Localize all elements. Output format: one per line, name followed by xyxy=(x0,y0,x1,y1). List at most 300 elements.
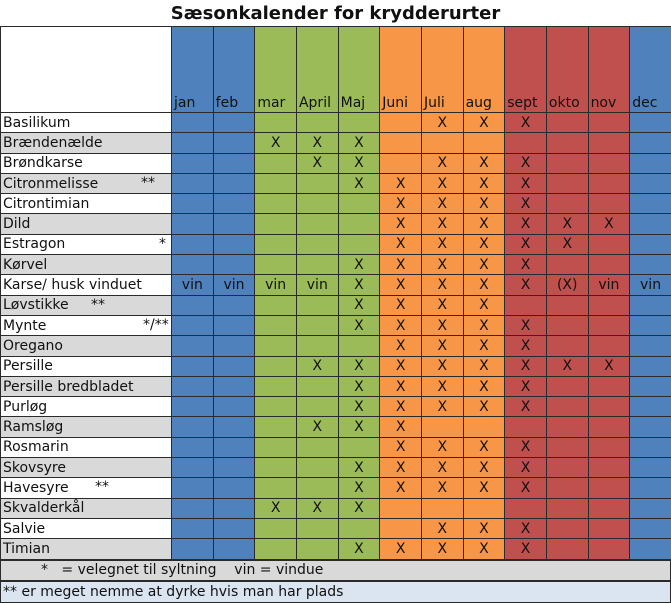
season-cell xyxy=(463,498,505,518)
season-cell: X xyxy=(421,376,463,396)
season-cell xyxy=(505,133,547,153)
season-cell xyxy=(338,518,380,538)
season-cell xyxy=(546,478,588,498)
season-cell xyxy=(338,214,380,234)
season-cell: X xyxy=(338,315,380,335)
season-cell xyxy=(338,437,380,457)
season-cell xyxy=(630,539,671,559)
season-cell xyxy=(255,397,297,417)
herb-name-cell xyxy=(1,214,172,234)
season-cell xyxy=(630,437,671,457)
month-header: April xyxy=(296,27,338,113)
season-cell xyxy=(213,417,255,437)
season-cell: X xyxy=(380,275,422,295)
season-cell xyxy=(546,255,588,275)
herb-name: Karse/ husk vinduet xyxy=(3,277,142,294)
season-cell xyxy=(255,458,297,478)
season-cell xyxy=(255,518,297,538)
season-cell xyxy=(172,356,214,376)
season-cell: X xyxy=(421,173,463,193)
season-cell xyxy=(213,194,255,214)
season-cell xyxy=(296,295,338,315)
month-header-row xyxy=(1,27,671,113)
season-cell xyxy=(338,336,380,356)
table-row xyxy=(1,437,671,457)
herb-name: Ramsløg xyxy=(3,419,64,436)
season-cell: X xyxy=(421,478,463,498)
season-cell: X xyxy=(421,214,463,234)
season-cell: X xyxy=(463,113,505,133)
table-row xyxy=(1,255,671,275)
season-cell: X xyxy=(296,153,338,173)
season-cell: X xyxy=(421,539,463,559)
herb-name-cell xyxy=(1,376,172,396)
season-cell xyxy=(213,315,255,335)
table-row xyxy=(1,234,671,254)
season-cell xyxy=(630,518,671,538)
herb-name-cell xyxy=(1,153,172,173)
season-cell xyxy=(546,295,588,315)
season-cell: X xyxy=(421,234,463,254)
season-cell: X xyxy=(338,133,380,153)
herb-name: Rosmarin xyxy=(3,439,69,456)
season-cell xyxy=(255,417,297,437)
season-cell xyxy=(630,113,671,133)
season-cell xyxy=(463,133,505,153)
season-cell xyxy=(421,498,463,518)
season-cell: X xyxy=(505,437,547,457)
season-cell xyxy=(588,295,630,315)
season-cell xyxy=(630,194,671,214)
season-cell xyxy=(588,336,630,356)
season-cell xyxy=(255,113,297,133)
season-cell: X xyxy=(255,133,297,153)
herb-footnote-marker: * xyxy=(159,235,166,252)
season-cell: X xyxy=(421,255,463,275)
season-cell: vin xyxy=(172,275,214,295)
season-cell xyxy=(296,458,338,478)
season-cell xyxy=(380,153,422,173)
herb-name-cell xyxy=(1,295,172,315)
table-row xyxy=(1,356,671,376)
season-cell: X xyxy=(546,214,588,234)
season-cell: X xyxy=(421,153,463,173)
season-cell xyxy=(588,113,630,133)
table-row xyxy=(1,539,671,559)
season-cell xyxy=(255,255,297,275)
season-cell xyxy=(255,173,297,193)
herb-name-cell xyxy=(1,498,172,518)
season-cell xyxy=(546,336,588,356)
season-cell xyxy=(630,458,671,478)
herb-column-header xyxy=(1,27,172,113)
season-cell: X xyxy=(380,315,422,335)
season-cell xyxy=(296,376,338,396)
table-row xyxy=(1,153,671,173)
season-cell xyxy=(588,376,630,396)
table-row xyxy=(1,194,671,214)
season-cell: X xyxy=(338,275,380,295)
season-cell: X xyxy=(505,113,547,133)
season-cell xyxy=(463,417,505,437)
season-cell: X xyxy=(380,417,422,437)
season-cell xyxy=(213,336,255,356)
herb-name: Brøndkarse xyxy=(3,155,83,172)
season-cell: X xyxy=(380,194,422,214)
season-cell: X xyxy=(380,214,422,234)
season-cell xyxy=(172,376,214,396)
season-cell: (X) xyxy=(546,275,588,295)
season-cell: vin xyxy=(630,275,671,295)
season-cell xyxy=(588,518,630,538)
table-row xyxy=(1,113,671,133)
season-cell: X xyxy=(421,437,463,457)
herb-name-cell xyxy=(1,437,172,457)
season-cell: X xyxy=(380,376,422,396)
herb-footnote-marker: ** xyxy=(95,479,109,496)
season-cell: X xyxy=(463,539,505,559)
season-cell xyxy=(630,397,671,417)
season-cell: vin xyxy=(588,275,630,295)
month-header: feb xyxy=(213,27,255,113)
season-cell xyxy=(505,295,547,315)
season-cell xyxy=(296,397,338,417)
month-header: mar xyxy=(255,27,297,113)
season-cell: X xyxy=(505,234,547,254)
season-cell xyxy=(630,173,671,193)
herb-name: Purløg xyxy=(3,398,48,415)
season-cell xyxy=(213,498,255,518)
season-cell: X xyxy=(505,397,547,417)
season-cell: X xyxy=(380,478,422,498)
season-cell: X xyxy=(380,356,422,376)
season-cell: X xyxy=(463,295,505,315)
season-cell xyxy=(380,133,422,153)
table-row xyxy=(1,295,671,315)
season-cell: X xyxy=(505,153,547,173)
herb-name: Citrontimian xyxy=(3,195,90,212)
season-cell: X xyxy=(380,437,422,457)
season-cell: X xyxy=(505,173,547,193)
season-cell: X xyxy=(463,173,505,193)
season-cell: vin xyxy=(213,275,255,295)
season-cell xyxy=(255,295,297,315)
season-cell xyxy=(255,194,297,214)
season-cell: X xyxy=(463,376,505,396)
table-row xyxy=(1,518,671,538)
season-cell: X xyxy=(421,315,463,335)
herb-name: Løvstikke xyxy=(3,297,69,314)
herb-name-cell xyxy=(1,397,172,417)
season-cell: X xyxy=(338,255,380,275)
season-cell xyxy=(630,133,671,153)
month-header: nov xyxy=(588,27,630,113)
season-cell xyxy=(546,539,588,559)
season-cell: X xyxy=(463,458,505,478)
season-cell: X xyxy=(380,255,422,275)
season-cell: X xyxy=(588,356,630,376)
season-cell xyxy=(255,356,297,376)
season-cell xyxy=(630,498,671,518)
season-cell xyxy=(172,295,214,315)
herb-name-cell xyxy=(1,336,172,356)
season-cell: X xyxy=(505,376,547,396)
season-cell xyxy=(296,194,338,214)
season-cell xyxy=(255,214,297,234)
season-cell xyxy=(172,437,214,457)
season-cell xyxy=(380,113,422,133)
season-cell xyxy=(172,255,214,275)
season-cell xyxy=(296,539,338,559)
season-cell xyxy=(630,214,671,234)
season-cell xyxy=(630,153,671,173)
season-cell: vin xyxy=(255,275,297,295)
month-header: sept xyxy=(505,27,547,113)
season-cell xyxy=(172,133,214,153)
month-header: Maj xyxy=(338,27,380,113)
season-cell xyxy=(588,458,630,478)
season-cell xyxy=(213,153,255,173)
season-cell: X xyxy=(380,234,422,254)
season-cell: X xyxy=(463,255,505,275)
herb-name-cell xyxy=(1,356,172,376)
season-cell xyxy=(421,133,463,153)
table-row xyxy=(1,458,671,478)
season-cell xyxy=(546,498,588,518)
season-cell xyxy=(546,113,588,133)
season-cell: X xyxy=(338,417,380,437)
herb-name-cell xyxy=(1,417,172,437)
season-cell: vin xyxy=(296,275,338,295)
season-cell xyxy=(546,173,588,193)
season-cell: X xyxy=(421,275,463,295)
season-cell: X xyxy=(463,336,505,356)
season-cell: X xyxy=(380,173,422,193)
herb-name: Estragon xyxy=(3,236,66,253)
season-cell xyxy=(255,478,297,498)
season-cell xyxy=(213,234,255,254)
season-cell: X xyxy=(463,214,505,234)
season-cell: X xyxy=(463,478,505,498)
herb-name-cell xyxy=(1,518,172,538)
season-cell: X xyxy=(296,133,338,153)
season-cell: X xyxy=(546,234,588,254)
table-row xyxy=(1,417,671,437)
herb-name-cell xyxy=(1,315,172,335)
season-cell xyxy=(213,518,255,538)
season-cell xyxy=(172,498,214,518)
season-cell xyxy=(588,234,630,254)
season-cell xyxy=(630,376,671,396)
season-cell xyxy=(296,173,338,193)
season-cell: X xyxy=(463,315,505,335)
season-cell xyxy=(630,234,671,254)
season-cell: X xyxy=(338,539,380,559)
season-cell xyxy=(213,133,255,153)
season-cell: X xyxy=(463,275,505,295)
season-cell: X xyxy=(463,153,505,173)
season-cell xyxy=(588,539,630,559)
season-cell xyxy=(172,315,214,335)
season-cell: X xyxy=(505,458,547,478)
herb-name: Havesyre xyxy=(3,479,69,496)
season-cell: X xyxy=(463,437,505,457)
month-header: jan xyxy=(172,27,214,113)
herb-name-cell xyxy=(1,234,172,254)
season-cell: X xyxy=(380,397,422,417)
season-cell: X xyxy=(296,498,338,518)
herb-name: Persille bredbladet xyxy=(3,378,134,395)
table-row xyxy=(1,315,671,335)
season-cell: X xyxy=(463,194,505,214)
season-cell: X xyxy=(421,113,463,133)
season-cell: X xyxy=(338,153,380,173)
season-cell xyxy=(296,478,338,498)
season-cell xyxy=(546,397,588,417)
season-cell xyxy=(546,417,588,437)
herb-name-cell xyxy=(1,458,172,478)
season-cell xyxy=(213,478,255,498)
season-cell: X xyxy=(255,498,297,518)
herb-name: Skvalderkål xyxy=(3,500,85,517)
season-cell: X xyxy=(338,356,380,376)
season-cell xyxy=(255,336,297,356)
herb-name: Oregano xyxy=(3,337,63,354)
season-cell xyxy=(172,458,214,478)
season-cell xyxy=(546,315,588,335)
season-cell xyxy=(630,315,671,335)
season-cell: X xyxy=(505,336,547,356)
season-cell: X xyxy=(463,397,505,417)
herb-name: Basilikum xyxy=(3,114,71,131)
herb-name: Kørvel xyxy=(3,256,48,273)
season-cell: X xyxy=(505,478,547,498)
table-row xyxy=(1,336,671,356)
herb-name: Mynte xyxy=(3,317,47,334)
season-cell xyxy=(213,214,255,234)
season-cell xyxy=(588,417,630,437)
season-cell xyxy=(255,437,297,457)
season-cell: X xyxy=(588,214,630,234)
herb-name-cell xyxy=(1,478,172,498)
season-cell: X xyxy=(421,356,463,376)
table-row xyxy=(1,498,671,518)
season-cell xyxy=(296,113,338,133)
season-cell xyxy=(296,255,338,275)
season-cell xyxy=(338,113,380,133)
season-cell xyxy=(172,336,214,356)
table-row xyxy=(1,376,671,396)
season-cell xyxy=(255,376,297,396)
season-cell xyxy=(296,336,338,356)
season-cell xyxy=(546,376,588,396)
season-cell xyxy=(380,518,422,538)
season-cell: X xyxy=(421,336,463,356)
season-cell: X xyxy=(505,214,547,234)
season-cell xyxy=(338,234,380,254)
season-cell: X xyxy=(546,356,588,376)
season-cell: X xyxy=(463,234,505,254)
season-cell: X xyxy=(505,194,547,214)
season-cell: X xyxy=(338,478,380,498)
herb-name-cell xyxy=(1,133,172,153)
season-cell xyxy=(630,295,671,315)
month-header: dec xyxy=(630,27,671,113)
season-cell xyxy=(172,153,214,173)
herb-name: Persille xyxy=(3,358,53,375)
season-cell: X xyxy=(338,397,380,417)
table-row xyxy=(1,478,671,498)
season-cell: X xyxy=(421,458,463,478)
season-cell xyxy=(338,194,380,214)
season-cell: X xyxy=(505,275,547,295)
season-cell xyxy=(255,234,297,254)
season-cell xyxy=(213,255,255,275)
season-cell xyxy=(546,518,588,538)
herb-name-cell xyxy=(1,275,172,295)
season-cell xyxy=(296,437,338,457)
season-cell xyxy=(588,153,630,173)
season-cell xyxy=(255,315,297,335)
season-cell xyxy=(296,234,338,254)
herb-name: Timian xyxy=(3,540,50,557)
season-cell xyxy=(588,255,630,275)
season-cell xyxy=(630,336,671,356)
page-title: Sæsonkalender for krydderurter xyxy=(170,3,501,24)
season-cell xyxy=(546,133,588,153)
season-cell xyxy=(505,417,547,437)
season-cell: X xyxy=(463,356,505,376)
season-cell xyxy=(213,356,255,376)
herb-name-cell xyxy=(1,113,172,133)
season-cell xyxy=(546,194,588,214)
season-cell: X xyxy=(421,518,463,538)
herb-name-cell xyxy=(1,539,172,559)
season-cell: X xyxy=(380,539,422,559)
season-cell: X xyxy=(296,356,338,376)
table-row xyxy=(1,397,671,417)
season-cell xyxy=(505,498,547,518)
season-cell: X xyxy=(338,458,380,478)
season-cell xyxy=(213,397,255,417)
season-cell: X xyxy=(505,518,547,538)
season-cell xyxy=(172,234,214,254)
season-cell xyxy=(588,315,630,335)
season-cell xyxy=(213,437,255,457)
season-cell xyxy=(172,397,214,417)
season-cell: X xyxy=(505,356,547,376)
herb-name-cell xyxy=(1,194,172,214)
herb-name: Brændenælde xyxy=(3,134,103,151)
season-cell xyxy=(213,295,255,315)
season-cell xyxy=(172,113,214,133)
season-cell xyxy=(630,255,671,275)
season-cell xyxy=(172,539,214,559)
season-cell xyxy=(588,173,630,193)
season-cell: X xyxy=(380,336,422,356)
table-row xyxy=(1,214,671,234)
season-cell: X xyxy=(338,295,380,315)
herb-footnote-marker: */** xyxy=(143,316,169,333)
season-cell xyxy=(213,173,255,193)
season-cell xyxy=(172,518,214,538)
herb-footnote-marker: ** xyxy=(141,174,155,191)
season-cell: X xyxy=(338,498,380,518)
season-cell xyxy=(172,173,214,193)
season-cell xyxy=(630,417,671,437)
season-cell xyxy=(296,214,338,234)
season-cell xyxy=(172,214,214,234)
